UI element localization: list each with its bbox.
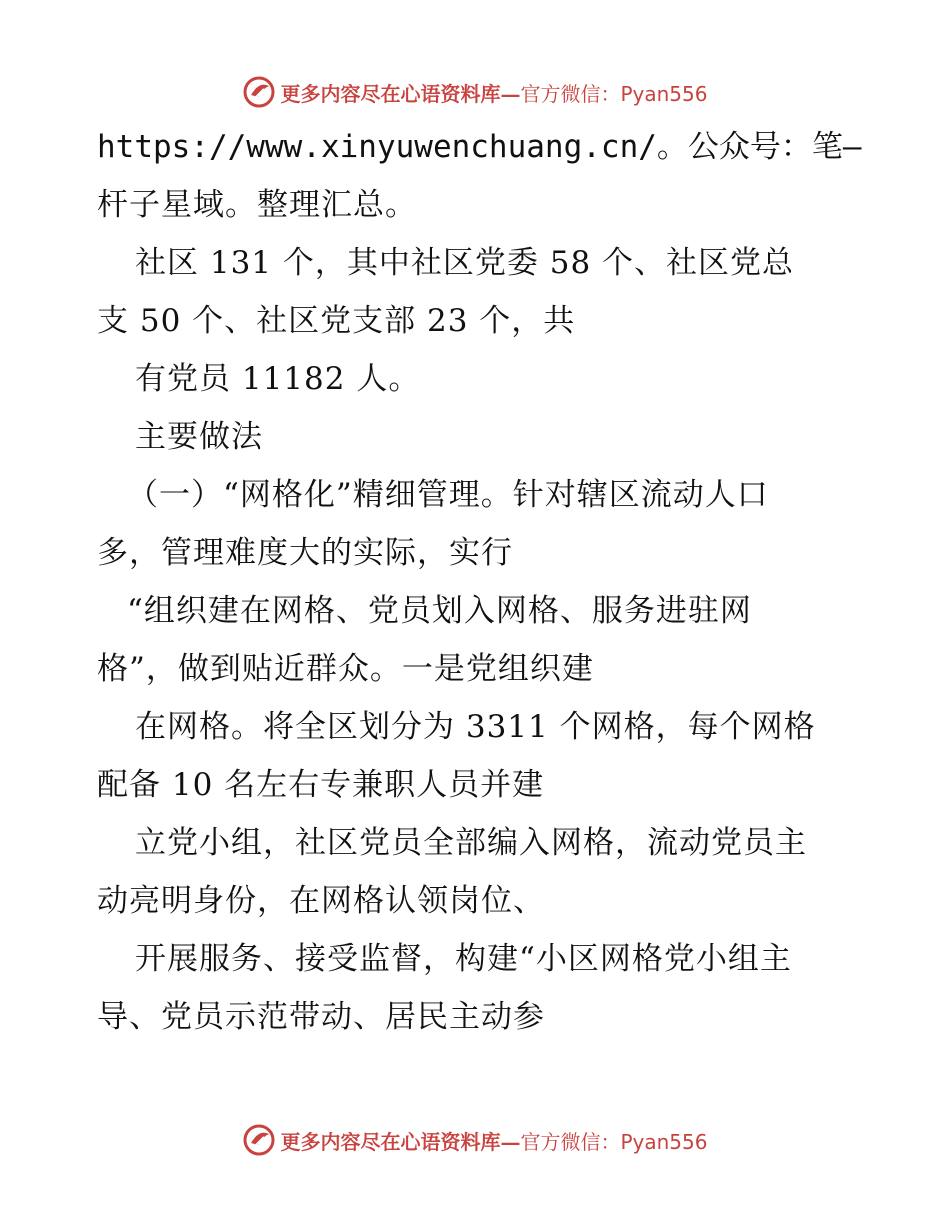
- text-line: 配备 10 名左右专兼职人员并建: [97, 767, 545, 803]
- header-banner: [0, 72, 950, 112]
- section-heading: 主要做法: [135, 419, 263, 455]
- text-line: 动亮明身份，在网格认领岗位、: [97, 883, 545, 919]
- text-line: 支 50 个、社区党支部 23 个，共: [97, 303, 576, 339]
- footer-banner-contact: 官方微信：Pyan556: [520, 1129, 708, 1154]
- logo-icon: [242, 75, 276, 109]
- footer-banner-text: 更多内容尽在心语资料库—官方微信：Pyan556: [280, 1129, 708, 1154]
- text-line: https://www.xinyuwenchuang.cn/。公众号：笔—: [97, 129, 862, 165]
- text-line: 杆子星域。整理汇总。: [97, 187, 417, 223]
- text-line: 立党小组，社区党员全部编入网格，流动党员主: [135, 825, 807, 861]
- text-line: 多，管理难度大的实际，实行: [97, 535, 513, 571]
- header-banner-text: 更多内容尽在心语资料库—官方微信：Pyan556: [280, 81, 708, 106]
- text-line: 格”，做到贴近群众。一是党组织建: [97, 651, 594, 687]
- logo-icon: [242, 1123, 276, 1157]
- text-line: 在网格。将全区划分为 3311 个网格，每个网格: [135, 709, 816, 745]
- text-line: 社区 131 个，其中社区党委 58 个、社区党总: [135, 245, 795, 281]
- text-line: 导、党员示范带动、居民主动参: [97, 999, 545, 1035]
- footer-banner: [0, 1120, 950, 1160]
- document-body: [97, 118, 862, 1046]
- text-line: （一）“网格化”精细管理。针对辖区流动人口: [127, 477, 769, 513]
- text-line: “组织建在网格、党员划入网格、服务进驻网: [127, 593, 752, 629]
- header-banner-contact: 官方微信：Pyan556: [520, 81, 708, 106]
- text-line: 开展服务、接受监督，构建“小区网格党小组主: [135, 941, 792, 977]
- text-line: 有党员 11182 人。: [135, 361, 421, 397]
